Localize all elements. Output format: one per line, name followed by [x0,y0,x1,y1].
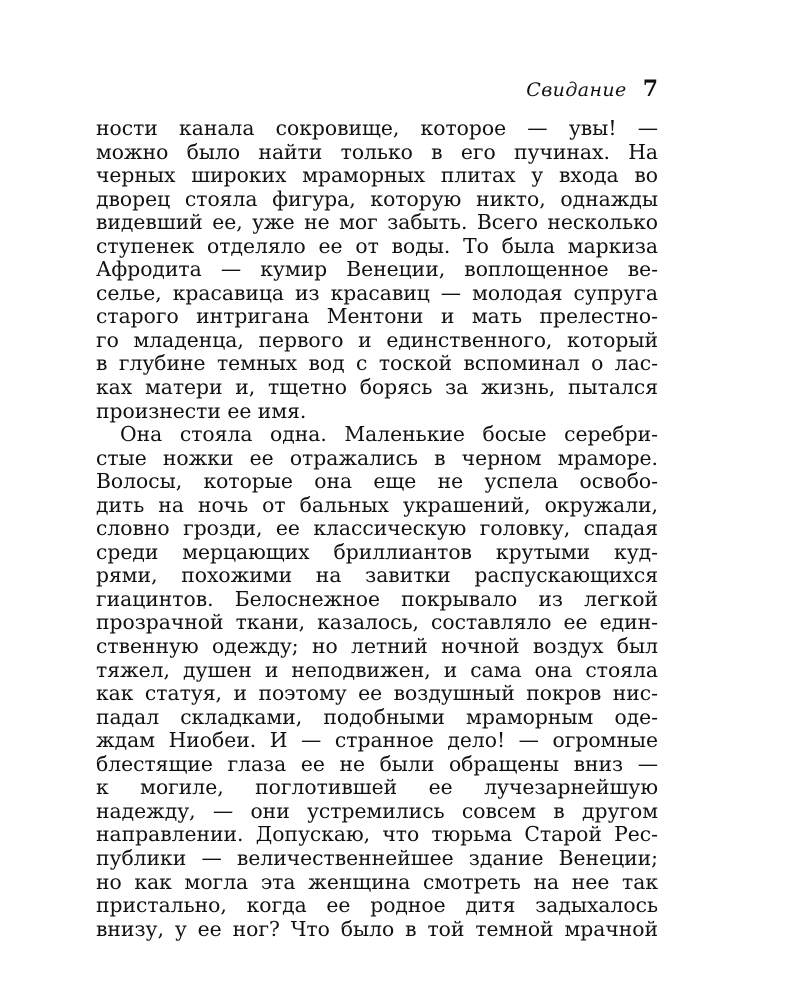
text-line: видевший ее, уже не мог забыть. Всего несколько [96,210,658,235]
text-line: Она стояла одна. Маленькие босые серебри- [120,422,658,447]
text-line: стые ножки ее отражались в черном мраморе. [96,445,658,470]
text-line: ках матери и, тщетно борясь за жизнь, пытался [96,375,658,400]
text-line: дворец стояла фигура, которую никто, однажды [96,186,658,211]
text-line: как статуя, и поэтому ее воздушный покров нис- [96,681,658,706]
text-line: го младенца, первого и единственного, который [96,327,658,352]
text-line: произнести ее имя. [96,398,307,423]
text-line: старого интригана Ментони и мать прелестно- [96,304,658,329]
text-line: надежду, — они устремились совсем в другом [96,798,658,823]
text-line: но как могла эта женщина смотреть на нее так [96,869,658,894]
text-line: ности канала сокровище, которое — увы! — [96,116,658,140]
text-line: пристально, когда ее родное дитя задыхалось [96,893,658,918]
text-line: прозрачной ткани, казалось, составляло ее един- [96,610,658,635]
text-line: ступенек отделяло ее от воды. То была маркиза [96,233,658,258]
text-line: Афродита — кумир Венеции, воплощенное ве- [96,257,658,282]
text-line: среди мерцающих бриллиантов крутыми куд- [96,539,658,564]
page-number: 7 [642,76,658,102]
running-head-title: Свидание [526,79,627,101]
text-line: внизу, у ее ног? Что было в той темной мрачной [96,916,658,941]
text-line: тяжел, душен и неподвижен, и сама она стояла [96,657,658,682]
text-line: рями, похожими на завитки распускающихся [96,563,658,588]
body-text [96,117,658,941]
text-line: к могиле, поглотившей ее лучезарнейшую [96,775,658,800]
text-line: в глубине темных вод с тоской вспоминал о лас- [96,351,658,376]
text-line: можно было найти только в его пучинах. На [96,139,658,164]
text-line: публики — величественнейшее здание Венеции; [96,845,658,870]
text-line: гиацинтов. Белоснежное покрывало из легкой [96,586,658,611]
text-line: словно грозди, ее классическую головку, спадая [96,516,658,541]
text-line: ственную одежду; но летний ночной воздух был [96,634,658,659]
text-line: дить на ночь от бальных украшений, окружали, [96,492,658,517]
text-line: ждам Ниобеи. И — странное дело! — огромные [96,728,658,753]
text-line: направлении. Допускаю, что тюрьма Старой Рес- [96,822,658,847]
text-line: черных широких мраморных плитах у входа во [96,163,658,188]
text-line: селье, красавица из красавиц — молодая супруга [96,280,658,305]
text-line: падал складками, подобными мраморным оде- [96,704,658,729]
text-line: блестящие глаза ее не были обращены вниз — [96,751,658,776]
text-line: Волосы, которые она еще не успела освобо- [96,469,658,494]
running-head [526,76,658,102]
